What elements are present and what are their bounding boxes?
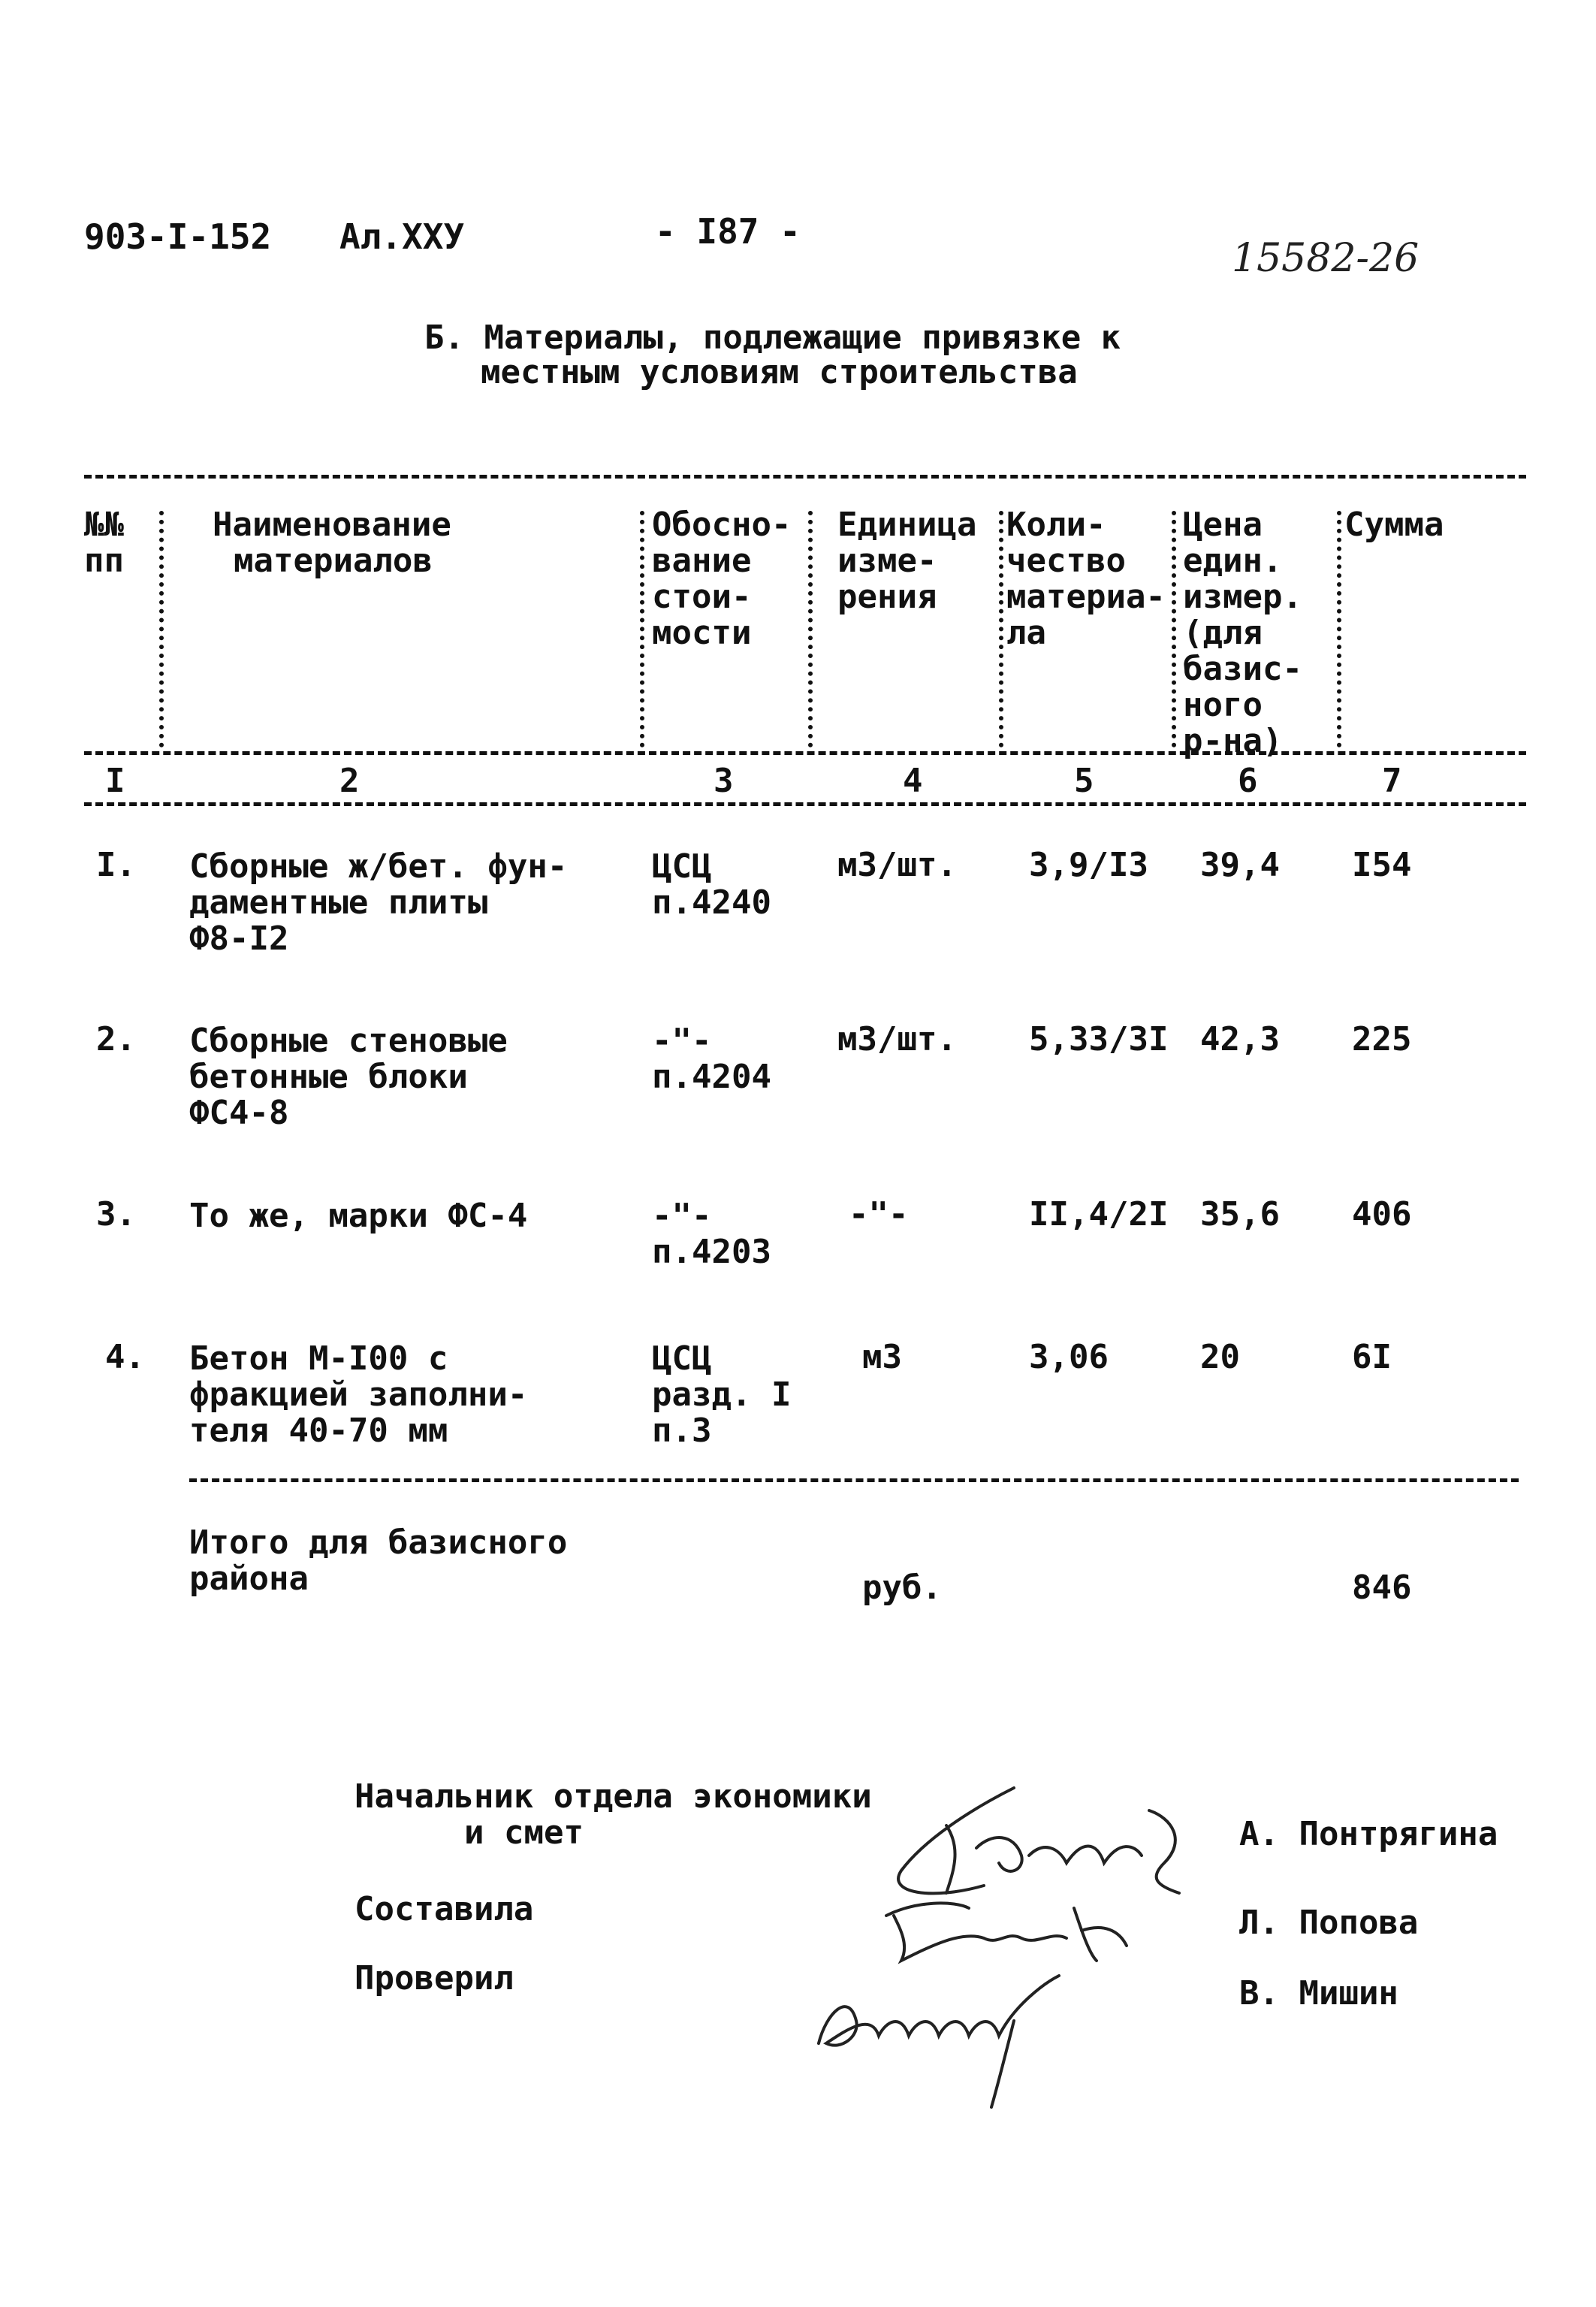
col-num-4: 4 bbox=[903, 762, 923, 800]
row-1-price: 39,4 bbox=[1200, 846, 1280, 884]
total-label: Итого для базисного района bbox=[189, 1523, 568, 1598]
col-header-7: Сумма bbox=[1344, 506, 1444, 544]
row-2-qty: 5,33/3I bbox=[1029, 1020, 1169, 1058]
row-1-unit: м3/шт. bbox=[837, 846, 957, 884]
col-num-5: 5 bbox=[1074, 762, 1094, 800]
col-separator-2 bbox=[640, 511, 644, 747]
row-4-price: 20 bbox=[1200, 1338, 1240, 1376]
col-header-1: №№ пп bbox=[84, 506, 124, 580]
row-2-num: 2. bbox=[96, 1020, 136, 1058]
row-3-name: То же, марки ФС-4 bbox=[189, 1197, 528, 1235]
col-header-6: Цена един. измер. (для базис- ного р-на) bbox=[1183, 506, 1302, 760]
row-1-basis: ЦСЦ п.4240 bbox=[652, 847, 771, 922]
col-num-6: 6 bbox=[1238, 762, 1258, 800]
col-separator-4 bbox=[999, 511, 1003, 747]
row-3-unit: -"- bbox=[849, 1195, 909, 1234]
handwritten-number: 15582-26 bbox=[1232, 236, 1420, 281]
row-3-num: 3. bbox=[96, 1195, 136, 1234]
total-unit: руб. bbox=[862, 1569, 942, 1607]
row-2-price: 42,3 bbox=[1200, 1020, 1280, 1058]
col-num-3: 3 bbox=[714, 762, 734, 800]
row-1-name: Сборные ж/бет. фун- даментные плиты Ф8-I2 bbox=[189, 847, 568, 958]
col-header-4: Единица изме- рения bbox=[837, 506, 977, 616]
col-separator-6 bbox=[1337, 511, 1341, 747]
head-title: Начальник отдела экономики и смет bbox=[354, 1777, 872, 1852]
row-1-num: I. bbox=[96, 846, 136, 884]
row-4-qty: 3,06 bbox=[1029, 1338, 1109, 1376]
row-4-unit: м3 bbox=[862, 1338, 902, 1376]
row-1-sum: I54 bbox=[1352, 846, 1412, 884]
row-4-name: Бетон М-I00 с фракцией заполни- теля 40-70 мм bbox=[189, 1339, 528, 1450]
col-num-bottom-rule bbox=[84, 802, 1526, 806]
signature-checked bbox=[789, 1961, 1089, 2111]
row-2-name: Сборные стеновые бетонные блоки ФС4-8 bbox=[189, 1022, 508, 1132]
col-num-1: I bbox=[105, 762, 125, 800]
row-3-basis: -"- п.4203 bbox=[652, 1197, 771, 1271]
col-header-2: Наименование материалов bbox=[213, 506, 451, 580]
row-3-price: 35,6 bbox=[1200, 1195, 1280, 1234]
section-title-line2: местным условиям строительства bbox=[481, 353, 1078, 391]
row-2-sum: 225 bbox=[1352, 1020, 1412, 1058]
row-1-qty: 3,9/I3 bbox=[1029, 846, 1148, 884]
compiled-label: Составила bbox=[354, 1890, 534, 1928]
row-4-num: 4. bbox=[105, 1338, 145, 1376]
row-3-sum: 406 bbox=[1352, 1195, 1412, 1234]
head-name: А. Понтрягина bbox=[1239, 1815, 1498, 1853]
checked-name: В. Мишин bbox=[1239, 1974, 1398, 2013]
col-num-7: 7 bbox=[1382, 762, 1402, 800]
section-title-line1: Б. Материалы, подлежащие привязке к bbox=[424, 319, 1121, 357]
project-code: 903-I-152 bbox=[84, 216, 272, 257]
row-4-basis: ЦСЦ разд. I п.3 bbox=[652, 1339, 792, 1450]
col-num-2: 2 bbox=[339, 762, 360, 800]
row-3-qty: II,4/2I bbox=[1029, 1195, 1169, 1234]
album-number: Ал.XXУ bbox=[339, 216, 465, 257]
total-rule bbox=[189, 1478, 1519, 1482]
row-4-sum: 6I bbox=[1352, 1338, 1392, 1376]
col-separator-1 bbox=[159, 511, 164, 747]
compiled-name: Л. Попова bbox=[1239, 1904, 1419, 1942]
row-2-basis: -"- п.4204 bbox=[652, 1022, 771, 1096]
col-separator-5 bbox=[1172, 511, 1176, 747]
page-number: - I87 - bbox=[655, 211, 801, 252]
table-top-rule bbox=[84, 475, 1526, 479]
header-bottom-rule bbox=[84, 751, 1526, 755]
col-header-5: Коли- чество материа- ла bbox=[1006, 506, 1166, 652]
checked-label: Проверил bbox=[354, 1959, 514, 1997]
col-separator-3 bbox=[808, 511, 813, 747]
row-2-unit: м3/шт. bbox=[837, 1020, 957, 1058]
col-header-3: Обосно- вание стои- мости bbox=[652, 506, 792, 652]
total-sum: 846 bbox=[1352, 1569, 1412, 1607]
